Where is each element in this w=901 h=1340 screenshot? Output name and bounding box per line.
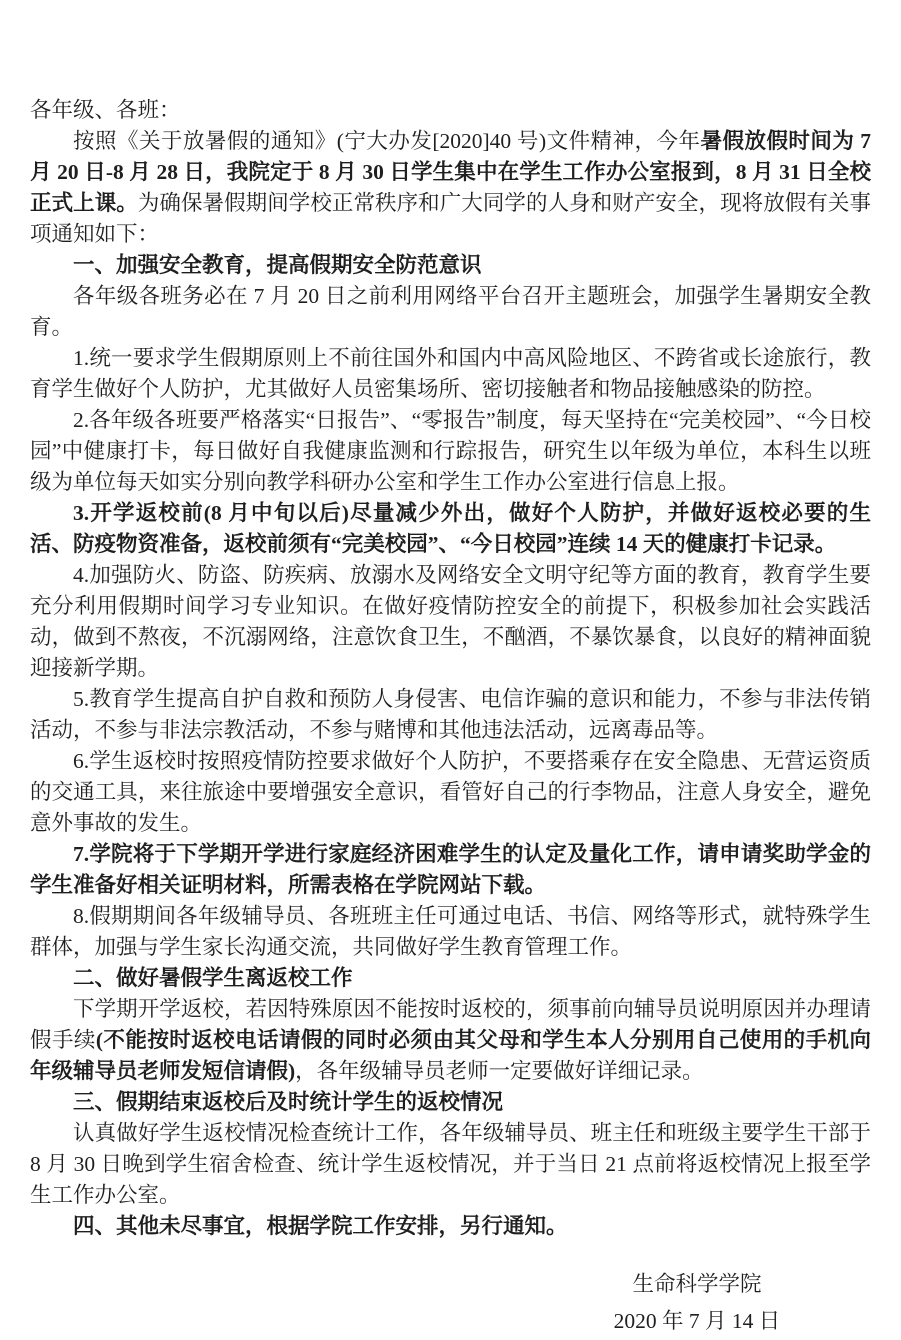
section-1-intro: 各年级各班务必在 7 月 20 日之前利用网络平台召开主题班会，加强学生暑期安全教育。	[30, 284, 871, 339]
section-1-heading: 一、加强安全教育，提高假期安全防范意识	[73, 253, 482, 277]
section-3-heading: 三、假期结束返校后及时统计学生的返校情况	[73, 1090, 504, 1114]
item-4: 4.加强防火、防盗、防疾病、放溺水及网络安全文明守纪等方面的教育，教育学生要充分利用假期时间学习专业知识。在做好疫情防控安全的前提下，积极参加社会实践活动，做到不熬夜，不沉溺网络，注意饮食卫生，不酗酒，不暴饮暴食，以良好的精神面貌迎接新学期。	[30, 563, 871, 680]
item-2: 2.各年级各班要严格落实“日报告”、“零报告”制度，每天坚持在“完美校园”、“今日校园”中健康打卡，每日做好自我健康监测和行踪报告，研究生以年级为单位，本科生以班级为单位每天如实分别向教学科研办公室和学生工作办公室进行信息上报。	[30, 408, 871, 494]
item-5: 5.教育学生提高自护自救和预防人身侵害、电信诈骗的意识和能力，不参与非法传销活动，不参与非法宗教活动，不参与赌博和其他违法活动，远离毒品等。	[30, 687, 871, 742]
item-8: 8.假期期间各年级辅导员、各班班主任可通过电话、书信、网络等形式，就特殊学生群体，加强与学生家长沟通交流，共同做好学生教育管理工作。	[30, 904, 871, 959]
item-7: 7.学院将于下学期开学进行家庭经济困难学生的认定及量化工作，请申请奖助学金的学生准备好相关证明材料，所需表格在学院网站下载。	[30, 842, 871, 897]
signature-block	[577, 1266, 817, 1340]
signature-org: 生命科学学院	[632, 1272, 762, 1296]
salutation: 各年级、各班：	[30, 98, 181, 122]
document-body	[30, 126, 871, 1242]
signature-date: 2020 年 7 月 14 日	[613, 1309, 781, 1333]
item-1: 1.统一要求学生假期原则上不前往国外和国内中高风险地区、不跨省或长途旅行，教育学生做好个人防护，尤其做好人员密集场所、密切接触者和物品接触感染的防控。	[30, 346, 871, 401]
opening-paragraph: 按照《关于放暑假的通知》(宁大办发[2020]40 号)文件精神，今年暑假放假时间为 7 月 20 日-8 月 28 日，我院定于 8 月 30 日学生集中在学生工作办公室报到，8 月 31 日全校正式上课。为确保暑假期间学校正常秩序和广大同学的人身和财产安全，现将放假有关事项通知如下：	[30, 129, 871, 246]
item-3: 3.开学返校前(8 月中旬以后)尽量减少外出，做好个人防护，并做好返校必要的生活、防疫物资准备，返校前须有“完美校园”、“今日校园”连续 14 天的健康打卡记录。	[30, 501, 871, 556]
section-4-heading: 四、其他未尽事宜，根据学院工作安排，另行通知。	[73, 1214, 568, 1238]
section-3-paragraph: 认真做好学生返校情况检查统计工作，各年级辅导员、班主任和班级主要学生干部于 8 月 30 日晚到学生宿舍检查、统计学生返校情况，并于当日 21 点前将返校情况上报至学生工作办公室。	[30, 1121, 871, 1207]
section-2-heading: 二、做好暑假学生离返校工作	[73, 966, 353, 990]
notice-content	[30, 95, 871, 1340]
item-6: 6.学生返校时按照疫情防控要求做好个人防护，不要搭乘存在安全隐患、无营运资质的交通工具，来往旅途中要增强安全意识，看管好自己的行李物品，注意人身安全，避免意外事故的发生。	[30, 749, 871, 835]
section-2-paragraph: 下学期开学返校，若因特殊原因不能按时返校的，须事前向辅导员说明原因并办理请假手续(不能按时返校电话请假的同时必须由其父母和学生本人分别用自己使用的手机向年级辅导员老师发短信请假)，各年级辅导员老师一定要做好详细记录。	[30, 997, 871, 1083]
